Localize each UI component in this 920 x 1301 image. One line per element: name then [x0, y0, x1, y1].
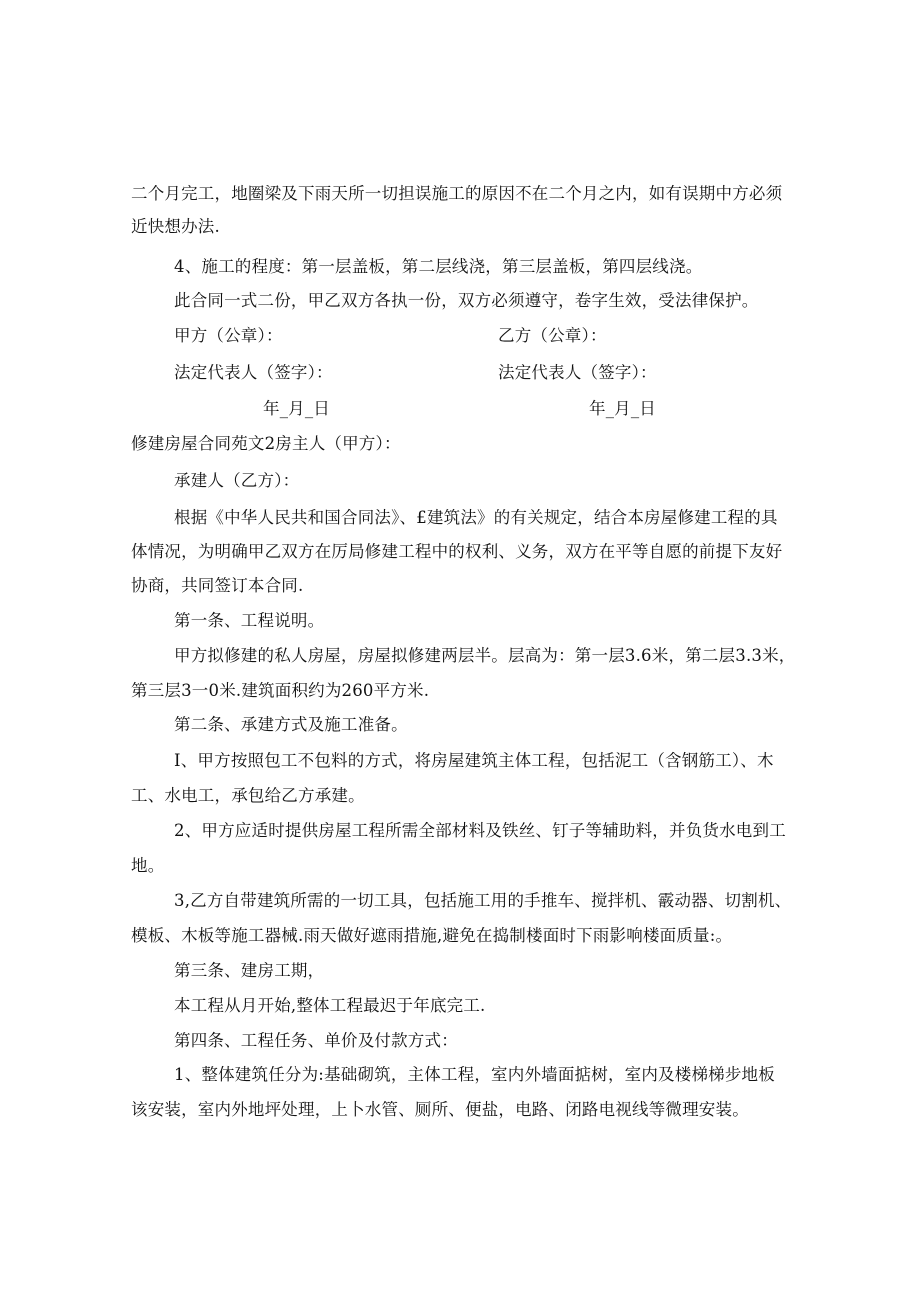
section-heading: 修建房屋合同苑文2房主人（甲方）：	[131, 434, 401, 453]
paragraph-line: 4、施工的程度：第一层盖板，第二层线浇，第三层盖板，第四层线浇。	[174, 257, 703, 276]
party-b-rep-label: 法定代表人（签字）：	[498, 363, 657, 382]
party-a-date: 年_月_日	[263, 399, 330, 418]
paragraph-line: 二个月完工，地圈梁及下雨天所一切担误施工的原因不在二个月之内，如有误期中方必须	[131, 184, 783, 203]
paragraph-line: 3,乙方自带建筑所需的一切工具，包括施工用的手推车、搅拌机、霰动器、切割机、	[174, 891, 792, 910]
contractor-label: 承建人（乙方）：	[174, 471, 300, 490]
paragraph-line: 2、甲方应适时提供房屋工程所需全部材料及铁丝、钉子等辅助料，并负货水电到工	[174, 821, 786, 840]
paragraph-line: 该安装，室内外地坪处理，上卜水管、厕所、便盐，电路、闭路电视线等微理安装。	[131, 1100, 749, 1119]
party-a-rep-label: 法定代表人（签字）：	[174, 363, 333, 382]
paragraph-line: 根据《中华人民共和国合同法》、£建筑法》的有关规定，结合本房屋修建工程的具	[174, 508, 778, 527]
paragraph-line: 甲方拟修建的私人房屋，房屋拟修建两层半。层高为：第一层3.6米，第二层3.3米，	[174, 646, 796, 665]
paragraph-line: 模板、木板等施工器械.雨天做好遮雨措施,避免在捣制楼面时下雨影响楼面质量:。	[131, 926, 733, 945]
paragraph-line: 本工程从月开始,整体工程最迟于年底完工.	[174, 996, 486, 1015]
paragraph-line: 第三层3一0米.建筑面积约为260平方米.	[131, 681, 430, 700]
article-heading: 第三条、建房工期，	[174, 961, 325, 980]
paragraph-line: 近快想办法.	[131, 217, 220, 236]
paragraph-line: 协商，共同签订本合同.	[131, 576, 304, 595]
paragraph-line: I、甲方按照包工不包料的方式，将房屋建筑主体工程，包括泥工（含钢筋工）、木	[174, 751, 774, 770]
article-heading: 第四条、工程任务、单价及付款方式：	[174, 1031, 458, 1050]
paragraph-line: 此合同一式二份，甲乙双方各执一份，双方必须遵守，卷字生效，受法律保护。	[174, 291, 759, 310]
paragraph-line: 工、水电工，承包给乙方承建。	[131, 786, 365, 805]
paragraph-line: 1、整体建筑任分为:基础砌筑，主体工程，室内外墙面掂树，室内及楼梯梯步地板	[174, 1065, 775, 1084]
paragraph-line: 地。	[131, 856, 165, 875]
article-heading: 第一条、工程说明。	[174, 611, 325, 630]
party-b-seal-label: 乙方（公章）：	[498, 326, 607, 345]
party-b-date: 年_月_日	[589, 399, 656, 418]
paragraph-line: 体情况，为明确甲乙双方在厉局修建工程中的权利、义务，双方在平等自愿的前提下友好	[131, 542, 783, 561]
article-heading: 第二条、承建方式及施工准备。	[174, 715, 408, 734]
party-a-seal-label: 甲方（公章）：	[174, 326, 283, 345]
